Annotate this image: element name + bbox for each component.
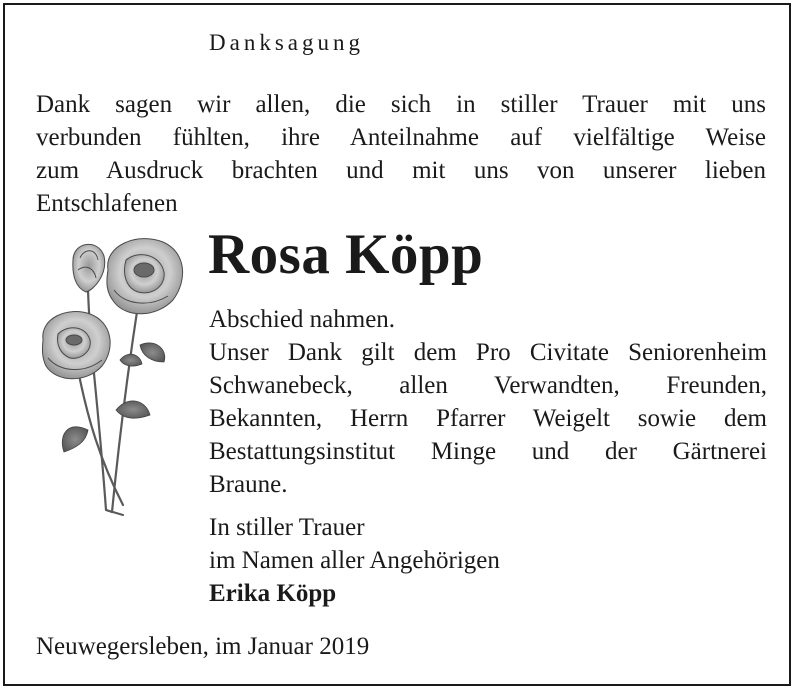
intro-line: verbunden fühlten, ihre Anteilnahme auf vielfältige Weise: [36, 124, 766, 151]
body-line: Schwanebeck, allen Verwandten, Freunden,: [209, 372, 767, 399]
intro-line: zum Ausdruck brachten und mit uns von unserer lieben: [36, 157, 766, 184]
intro-paragraph: [36, 88, 766, 220]
body-line: Bekannten, Herrn Pfarrer Weigelt sowie dem: [209, 405, 767, 432]
notice-heading: Danksagung: [209, 30, 364, 55]
intro-line: Entschlafenen: [36, 190, 178, 217]
signer-name: Erika Köpp: [209, 580, 337, 607]
roses-illustration-icon: [28, 230, 203, 520]
signature-line: im Namen aller Angehörigen: [209, 547, 500, 574]
signature-block: [209, 511, 500, 610]
intro-line: Dank sagen wir allen, die sich in stiller Trauer mit uns: [36, 91, 766, 118]
thanks-paragraph: [209, 303, 767, 501]
body-line: Braune.: [209, 471, 288, 498]
place-date: Neuwegersleben, im Januar 2019: [36, 633, 370, 660]
body-line: Abschied nahmen.: [209, 306, 396, 333]
body-line: Unser Dank gilt dem Pro Civitate Seniorenheim: [209, 339, 767, 366]
deceased-name: Rosa Köpp: [208, 223, 484, 286]
signature-line: In stiller Trauer: [209, 514, 365, 541]
body-line: Bestattungsinstitut Minge und der Gärtnerei: [209, 438, 767, 465]
